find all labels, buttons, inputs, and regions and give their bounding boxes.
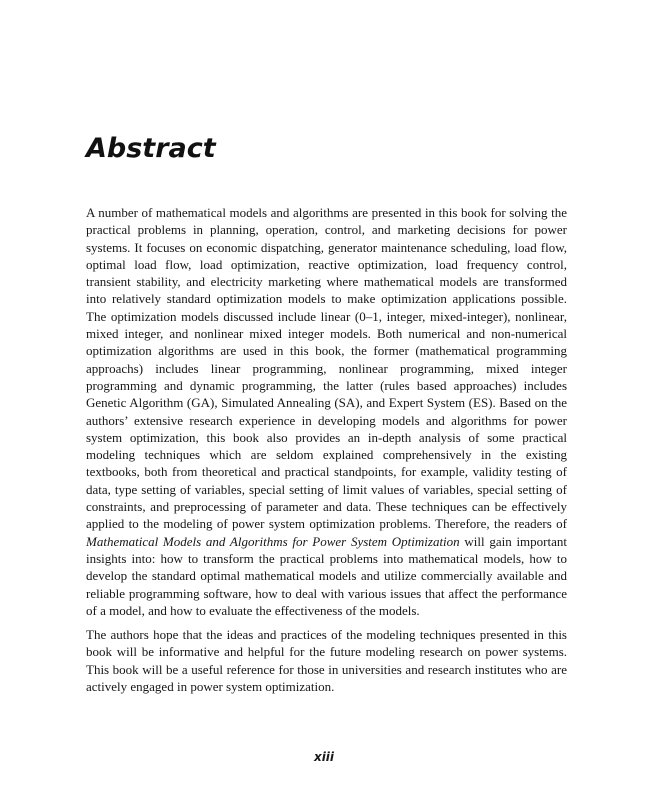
paragraph1-text-continued: will gain important insights into: how to transform the practical problems into mathematical models, how to develop the standard optimal mathematical models and utilize commercially available and reliable programming software, how to deal with various issues that affect the performance of a model, and how to evaluate the effectiveness of the models. — [86, 533, 567, 618]
abstract-body — [86, 204, 567, 702]
page-number: xiii — [313, 750, 335, 764]
abstract-paragraph-1 — [86, 204, 567, 619]
book-title-italic: Mathematical Models and Algorithms for Power System Optimization — [86, 533, 460, 549]
page-title: Abstract — [86, 133, 216, 164]
paragraph1-text: A number of mathematical models and algorithms are presented in this book for solving the practical problems in planning, operation, control, and marketing decisions for power systems. It focuses on economic dispatching, generator maintenance scheduling, load flow, optimal load flow, load optimization, reactive optimization, load frequency control, transient stability, and electricity marketing where mathematical models are transformed into relatively standard optimization models to make optimization applications possible. The optimization models discussed include linear (0–1, integer, mixed-integer), nonlinear, mixed integer, and nonlinear mixed integer models. Both numerical and non-numerical optimization algorithms are used in this book, the former (mathematical programming approachs) includes linear programming, nonlinear programming, mixed integer programming and dynamic programming, the latter (rules based approaches) includes Genetic Algorithm (GA), Simulated Annealing (SA), and Expert System (ES). Based on the authors’ extensive research experience in developing models and algorithms for power system optimization, this book also provides an in-depth analysis of some practical modeling techniques which are seldom explained comprehensively in the existing textbooks, both from theoretical and practical standpoints, for example, validity testing of data, type setting of variables, special setting of limit values of variables, special setting of constraints, and preprocessing of parameter and data. These techniques can be effectively applied to the modeling of power system optimization problems. Therefore, the readers of — [86, 205, 567, 532]
abstract-paragraph-2: The authors hope that the ideas and practices of the modeling techniques presented in this book will be informative and helpful for the future modeling research on power systems. This book will be a useful reference for those in universities and research institutes who are actively engaged in power system optimization. — [86, 627, 567, 695]
